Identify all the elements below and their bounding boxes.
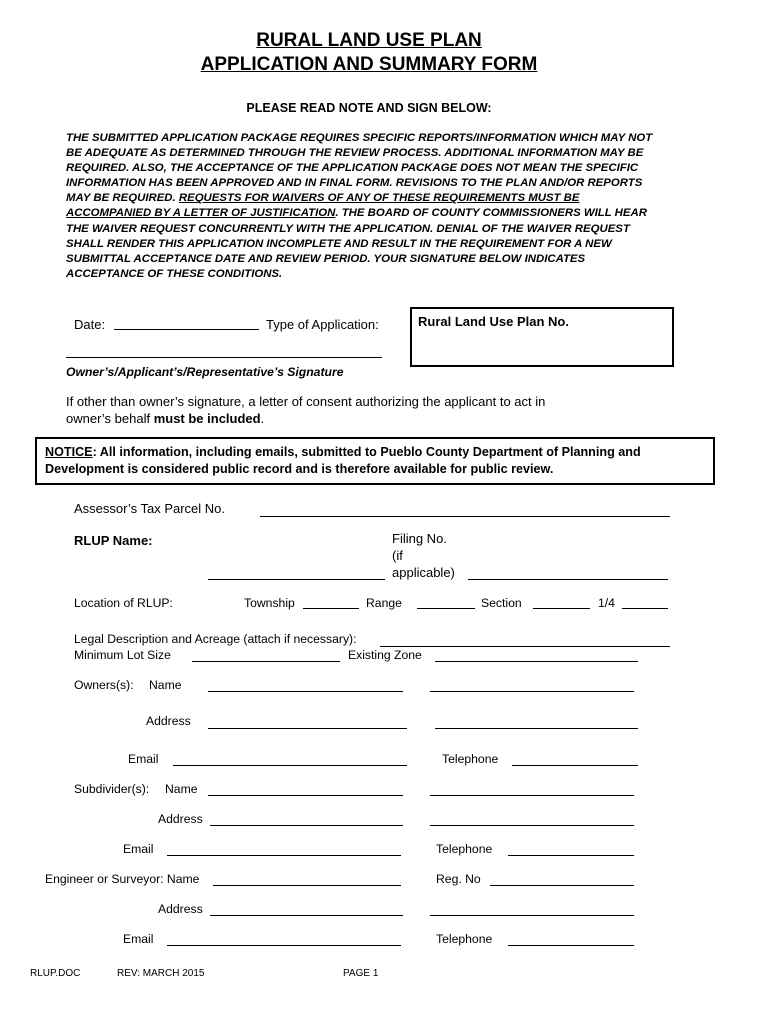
rlup-name-label: RLUP Name: [74, 533, 153, 548]
engineer-address-field[interactable] [210, 915, 403, 916]
consent-emphasis: must be included [153, 411, 261, 426]
plan-number-box[interactable] [410, 307, 674, 367]
form-title-line1: RURAL LAND USE PLAN [256, 30, 482, 51]
signature-label: Owner’s/Applicant’s/Representative’s Signature [66, 365, 344, 379]
notice-text-1: : All information, including emails, submitted to Pueblo County Department of Planning and [92, 445, 641, 459]
quarter-field[interactable] [622, 608, 668, 609]
reg-no-label: Reg. No [436, 872, 481, 886]
owner-name-field[interactable] [208, 691, 403, 692]
engineer-email-field[interactable] [167, 945, 401, 946]
owner-name-field-2[interactable] [430, 691, 634, 692]
filing-field[interactable] [468, 579, 668, 580]
existing-zone-label: Existing Zone [348, 648, 422, 662]
disclaimer-text-2: . THE BOARD OF COUNTY COMMISSIONERS WILL HEAR THE WAIVER REQUEST CONCURRENTLY WITH THE APPLICATION. DENIAL OF THE WAIVER REQUEST SHALL RENDER THIS APPLICATION INCOMPLETE AND RESULT IN THE REQUIREMENT FOR A NEW SUBMITTAL ACCEPTANCE DATE AND REVIEW PERIOD. YOUR SIGNATURE BELOW INDICATES ACCEPTANCE OF THESE CONDITIONS. [66, 207, 647, 280]
range-label: Range [366, 596, 402, 610]
subdivider-address-label: Address [158, 812, 203, 826]
subdivider-telephone-label: Telephone [436, 842, 493, 856]
footer-page-number: PAGE 1 [343, 968, 379, 979]
location-label: Location of RLUP: [74, 596, 173, 610]
owner-email-field[interactable] [173, 765, 407, 766]
engineer-name-field[interactable] [213, 885, 401, 886]
legal-description-label: Legal Description and Acreage (attach if necessary): [74, 632, 357, 646]
footer-doc-name: RLUP.DOC [30, 968, 81, 979]
subdivider-label: Subdivider(s): [74, 782, 150, 796]
owner-telephone-field[interactable] [512, 765, 638, 766]
signature-field[interactable] [66, 357, 382, 358]
subdivider-name-label: Name [165, 782, 198, 796]
subdivider-name-field[interactable] [208, 795, 403, 796]
section-label: Section [481, 596, 522, 610]
owner-telephone-label: Telephone [442, 752, 499, 766]
parcel-label: Assessor’s Tax Parcel No. [74, 501, 226, 516]
date-label: Date: [74, 317, 106, 332]
engineer-address-label: Address [158, 902, 203, 916]
read-note-heading: PLEASE READ NOTE AND SIGN BELOW: [246, 101, 492, 115]
township-field[interactable] [303, 608, 359, 609]
owner-name-label: Name [149, 678, 182, 692]
notice-line-2: Development is considered public record and is therefore available for public review. [45, 462, 554, 476]
filing-label-1: Filing No. [392, 531, 447, 546]
owner-address-label: Address [146, 714, 191, 728]
notice-box [35, 437, 715, 485]
township-label: Township [244, 596, 295, 610]
consent-period: . [260, 411, 265, 426]
owner-address-field-2[interactable] [435, 728, 638, 729]
plan-number-label: Rural Land Use Plan No. [418, 314, 569, 329]
engineer-address-field-2[interactable] [430, 915, 634, 916]
notice-label: NOTICE [45, 445, 93, 459]
legal-description-field[interactable] [380, 646, 670, 647]
subdivider-telephone-field[interactable] [508, 855, 634, 856]
date-field[interactable] [114, 329, 259, 330]
type-of-application-label: Type of Application: [266, 317, 379, 332]
subdivider-address-field-2[interactable] [430, 825, 634, 826]
engineer-email-label: Email [123, 932, 154, 946]
rlup-name-field[interactable] [208, 579, 385, 580]
reg-no-field[interactable] [490, 885, 634, 886]
filing-label-3: applicable) [392, 565, 455, 580]
consent-line-1: If other than owner’s signature, a letter of consent authorizing the applicant to act in [66, 394, 546, 409]
consent-text: owner’s behalf [66, 411, 154, 426]
owners-label: Owners(s): [74, 678, 134, 692]
section-field[interactable] [533, 608, 590, 609]
quarter-label: 1/4 [598, 596, 615, 610]
form-title-line2: APPLICATION AND SUMMARY FORM [200, 54, 538, 75]
range-field[interactable] [417, 608, 475, 609]
existing-zone-field[interactable] [435, 661, 638, 662]
subdivider-name-field-2[interactable] [430, 795, 634, 796]
min-lot-size-field[interactable] [192, 661, 340, 662]
subdivider-email-label: Email [123, 842, 154, 856]
consent-line-2 [66, 411, 264, 426]
owner-email-label: Email [128, 752, 159, 766]
subdivider-email-field[interactable] [167, 855, 401, 856]
footer-revision: REV: MARCH 2015 [117, 968, 205, 979]
disclaimer-text-1: THE SUBMITTED APPLICATION PACKAGE REQUIRES SPECIFIC REPORTS/INFORMATION WHICH MAY NOT BE ADEQUATE AS DETERMINED THROUGH THE REVIEW PROCESS. ADDITIONAL INFORMATION MAY BE REQUIRED. ALSO, THE ACCEPTANCE OF THE APPLICATION PACKAGE DOES NOT MEAN THE SPECIFIC INFORMATION HAS BEEN APPROVED AND IN FINAL FORM. REVISIONS TO THE PLAN AND/OR REPORTS MAY BE REQUIRED. [66, 132, 653, 205]
notice-line-1 [45, 445, 641, 459]
parcel-field[interactable] [260, 516, 670, 517]
min-lot-size-label: Minimum Lot Size [74, 648, 171, 662]
engineer-telephone-label: Telephone [436, 932, 493, 946]
owner-address-field[interactable] [208, 728, 407, 729]
subdivider-address-field[interactable] [210, 825, 403, 826]
engineer-telephone-field[interactable] [508, 945, 634, 946]
engineer-name-label: Engineer or Surveyor: Name [45, 872, 200, 886]
filing-label-2: (if [392, 548, 403, 563]
waiver-requirement-text: REQUESTS FOR WAIVERS OF ANY OF THESE REQUIREMENTS MUST BE ACCOMPANIED BY A LETTER OF JUSTIFICATION [66, 192, 580, 220]
disclaimer-paragraph [66, 131, 666, 282]
